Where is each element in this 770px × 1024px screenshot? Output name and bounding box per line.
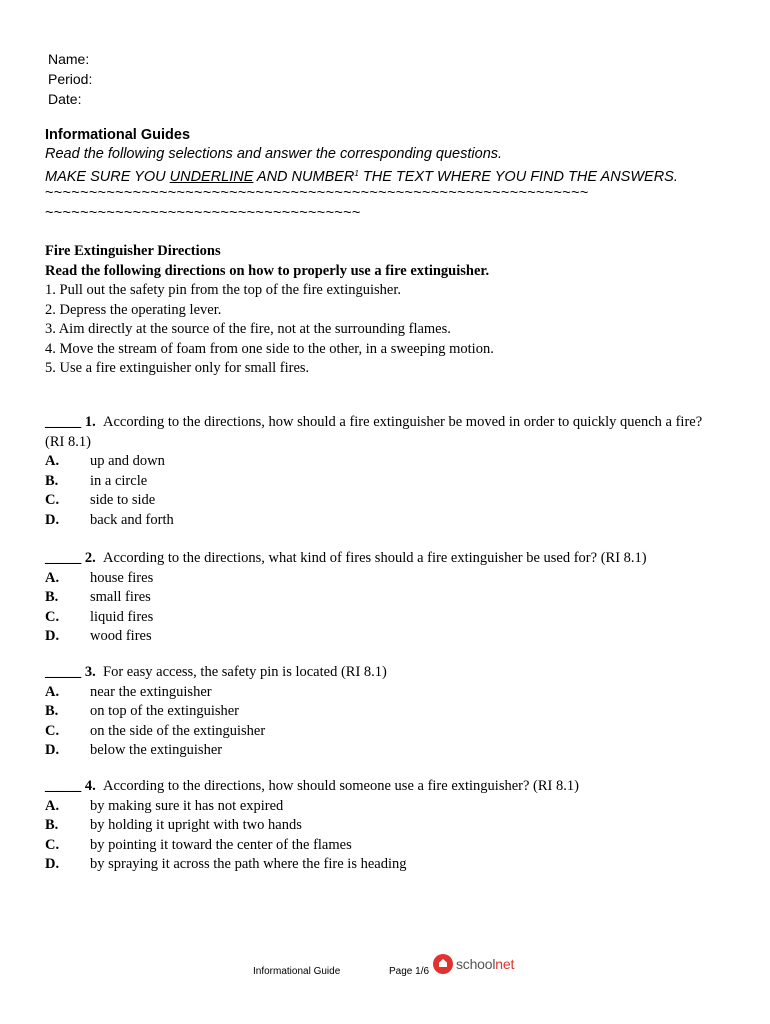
choice-letter: A.	[45, 797, 60, 814]
choice-letter: C.	[45, 722, 60, 739]
question-number: 1.	[84, 414, 96, 430]
instruction-part-2: AND NUMBER	[253, 169, 355, 185]
choice-letter: D.	[45, 628, 60, 644]
choice-text: house fires	[90, 569, 154, 586]
choice-b[interactable]	[45, 702, 725, 722]
choice-d[interactable]	[45, 511, 725, 531]
underline-instruction	[45, 164, 735, 183]
choice-letter: B.	[45, 589, 59, 605]
passage-title: Fire Extinguisher Directions	[45, 243, 221, 259]
answer-blank[interactable]: _____	[45, 414, 82, 430]
student-info-block	[48, 49, 92, 109]
answer-blank[interactable]: _____	[45, 664, 82, 680]
question-number: 2.	[84, 550, 96, 566]
question-text: According to the directions, how should a fire extinguisher be moved in order to quickly quench a fire? (RI 8.1)	[45, 414, 703, 450]
choice-d[interactable]	[45, 741, 725, 761]
choice-letter: C.	[45, 608, 60, 625]
schoolnet-logo	[433, 954, 514, 974]
underline-word: UNDERLINE	[169, 169, 254, 185]
choice-letter: A.	[45, 683, 60, 700]
passage-step: 2. Depress the operating lever.	[45, 301, 222, 318]
question-text: For easy access, the safety pin is located (RI 8.1)	[103, 664, 387, 680]
passage-step: 3. Aim directly at the source of the fire, not at the surrounding flames.	[45, 321, 451, 337]
logo-word-school: school	[456, 956, 496, 972]
superscript-one: 1	[354, 169, 359, 178]
question-4	[45, 777, 725, 875]
passage-step: 1. Pull out the safety pin from the top of the fire extinguisher.	[45, 282, 401, 298]
answer-blank[interactable]: _____	[45, 550, 82, 566]
footer-guide-label: Informational Guide	[253, 966, 341, 977]
choice-a[interactable]	[45, 683, 725, 703]
choice-letter: C.	[45, 492, 60, 508]
answer-blank[interactable]: _____	[45, 778, 82, 794]
choice-c[interactable]	[45, 836, 725, 856]
choice-letter: D.	[45, 511, 60, 528]
choice-text: side to side	[90, 492, 156, 508]
choice-letter: A.	[45, 453, 60, 469]
logo-word-net: net	[495, 956, 515, 972]
choice-c[interactable]	[45, 722, 725, 742]
choice-letter: C.	[45, 836, 60, 853]
choice-d[interactable]	[45, 855, 725, 875]
schoolnet-logo-icon	[433, 954, 453, 974]
choice-b[interactable]	[45, 472, 725, 492]
choice-text: below the extinguisher	[90, 742, 223, 758]
choice-text: near the extinguisher	[90, 683, 212, 700]
choice-letter: B.	[45, 703, 59, 719]
passage-section	[45, 242, 735, 379]
passage-subtitle: Read the following directions on how to properly use a fire extinguisher.	[45, 262, 490, 279]
choice-text: on top of the extinguisher	[90, 703, 240, 719]
tilde-divider-1: ~~~~~~~~~~~~~~~~~~~~~~~~~~~~~~~~~~~~~~~~~~~~~~~~~~~~~~~~~~~~~~	[45, 185, 589, 201]
intro-section	[45, 126, 735, 223]
choice-a[interactable]	[45, 452, 725, 472]
question-1	[45, 413, 725, 530]
choice-letter: B.	[45, 472, 59, 489]
instruction-part-3: THE TEXT WHERE YOU FIND THE ANSWERS.	[358, 169, 678, 185]
choice-a[interactable]	[45, 797, 725, 817]
choice-d[interactable]	[45, 627, 725, 647]
choice-text: wood fires	[90, 628, 152, 644]
choice-letter: D.	[45, 742, 60, 758]
instruction-text: Read the following selections and answer the corresponding questions.	[45, 146, 503, 162]
choice-c[interactable]	[45, 491, 725, 511]
passage-step: 4. Move the stream of foam from one side to the other, in a sweeping motion.	[45, 340, 494, 357]
choice-text: by making sure it has not expired	[90, 797, 284, 814]
schoolnet-wordmark	[456, 956, 514, 972]
choice-a[interactable]	[45, 569, 725, 589]
section-title: Informational Guides	[45, 127, 191, 143]
date-label: Date:	[48, 91, 82, 107]
choice-c[interactable]	[45, 608, 725, 628]
question-stem	[45, 777, 725, 797]
page-number: Page 1/6	[389, 966, 430, 977]
choice-text: by spraying it across the path where the fire is heading	[90, 856, 407, 872]
question-stem	[45, 663, 725, 683]
choice-text: back and forth	[90, 511, 174, 528]
choice-text: small fires	[90, 589, 151, 605]
page-footer	[0, 956, 770, 986]
question-stem	[45, 413, 725, 452]
choice-letter: B.	[45, 817, 59, 833]
question-2	[45, 549, 725, 647]
question-text: According to the directions, what kind of fires should a fire extinguisher be used for? (RI 8.1)	[103, 550, 647, 566]
question-number: 3.	[84, 664, 96, 680]
choice-text: in a circle	[90, 472, 148, 489]
choice-text: liquid fires	[90, 608, 154, 625]
name-label: Name:	[48, 51, 90, 67]
choice-text: by pointing it toward the center of the flames	[90, 836, 352, 853]
choice-b[interactable]	[45, 816, 725, 836]
choice-letter: D.	[45, 856, 60, 872]
question-3	[45, 663, 725, 761]
choice-letter: A.	[45, 569, 60, 586]
tilde-divider-2: ~~~~~~~~~~~~~~~~~~~~~~~~~~~~~~~~~~~~	[45, 205, 361, 221]
passage-step: 5. Use a fire extinguisher only for small fires.	[45, 360, 310, 376]
choice-text: up and down	[90, 453, 165, 469]
instruction-part-1: MAKE SURE YOU	[45, 169, 170, 185]
question-number: 4.	[84, 778, 96, 794]
choice-text: on the side of the extinguisher	[90, 722, 266, 739]
question-stem	[45, 549, 725, 569]
period-label: Period:	[48, 71, 93, 87]
choice-text: by holding it upright with two hands	[90, 817, 302, 833]
question-text: According to the directions, how should someone use a fire extinguisher? (RI 8.1)	[103, 778, 579, 794]
choice-b[interactable]	[45, 588, 725, 608]
